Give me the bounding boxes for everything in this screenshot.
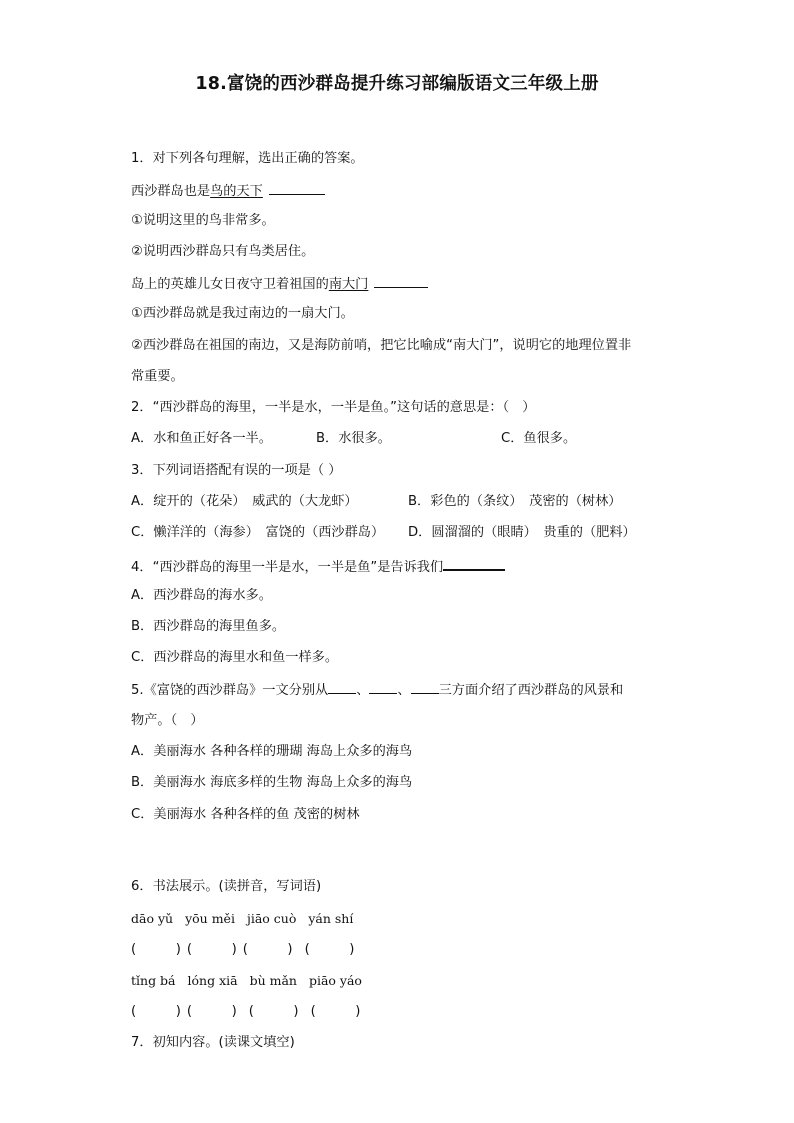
q6-pinyin-8: piāo yáo	[308, 973, 362, 988]
q4-option-c[interactable]: C．西沙群岛的海里水和鱼一样多。	[131, 650, 339, 665]
q5-stem-part-2: 三方面介绍了西沙群岛的风景和	[438, 683, 624, 698]
q6-answer-box-1[interactable]: ( )	[131, 942, 181, 957]
q3-option-a[interactable]: A．绽开的（花朵） 威武的（大龙虾）	[131, 494, 358, 509]
q1-sentence-1	[131, 181, 325, 201]
q6-answer-box-5[interactable]: ( )	[131, 1004, 181, 1019]
q6-pinyin-1: dāo yǔ	[131, 911, 174, 926]
q2-option-c[interactable]: C．鱼很多。	[501, 431, 577, 446]
q6-pinyin-2: yōu měi	[185, 911, 235, 926]
q4-option-a[interactable]: A．西沙群岛的海水多。	[131, 588, 272, 603]
q4-stem: 4．“西沙群岛的海里一半是水，一半是鱼”是告诉我们	[131, 560, 444, 575]
q6-answer-row-2	[131, 1003, 360, 1021]
q6-answer-box-7[interactable]: ( )	[248, 1004, 299, 1019]
q3-stem: 3．下列词语搭配有误的一项是（ ）	[131, 463, 342, 478]
q5-separator-1: 、	[356, 683, 370, 698]
q1-s1-answer-blank[interactable]	[269, 181, 325, 195]
q1-s2-underlined: 南大门	[328, 277, 369, 292]
q1-s2-option-2-line-2: 常重要。	[131, 369, 184, 384]
q4-answer-blank[interactable]	[443, 556, 505, 571]
q1-s1-option-2: ②说明西沙群岛只有鸟类居住。	[131, 244, 315, 259]
q4-stem-line	[131, 556, 505, 577]
q6-pinyin-3: jiāo cuò	[246, 911, 297, 926]
q6-pinyin-4: yán shí	[308, 911, 354, 926]
q5-stem-line-2: 物产。（ ）	[131, 713, 204, 728]
q5-stem-part-1: 5.《富饶的西沙群岛》一文分别从	[131, 683, 329, 698]
q2-option-b[interactable]: B．水很多。	[316, 431, 391, 446]
q6-answer-box-4[interactable]: ( )	[304, 942, 355, 957]
q6-pinyin-7: bù mǎn	[249, 973, 297, 988]
q1-s2-answer-blank[interactable]	[374, 274, 428, 288]
q5-option-c[interactable]: C．美丽海水 各种各样的鱼 茂密的树林	[131, 807, 360, 822]
q1-s1-option-1: ①说明这里的鸟非常多。	[131, 213, 275, 228]
q1-s1-prefix: 西沙群岛也是	[131, 184, 211, 199]
q5-separator-2: 、	[397, 683, 411, 698]
q6-answer-box-8[interactable]: ( )	[310, 1004, 361, 1019]
q6-answer-box-6[interactable]: ( )	[186, 1004, 237, 1019]
q6-answer-box-3[interactable]: ( )	[242, 942, 293, 957]
q4-option-b[interactable]: B．西沙群岛的海里鱼多。	[131, 619, 286, 634]
q6-pinyin-5: tǐng bá	[131, 973, 176, 988]
q5-blank-1[interactable]	[328, 681, 356, 694]
page-title: 18.富饶的西沙群岛提升练习部编版语文三年级上册	[195, 74, 599, 94]
q1-s2-prefix: 岛上的英雄儿女日夜守卫着祖国的	[131, 277, 329, 292]
q1-sentence-2	[131, 274, 428, 294]
q3-option-c[interactable]: C．懒洋洋的（海参） 富饶的（西沙群岛）	[131, 525, 385, 540]
q1-stem: 1．对下列各句理解，选出正确的答案。	[131, 151, 364, 166]
q1-s2-option-1: ①西沙群岛就是我过南边的一扇大门。	[131, 306, 354, 321]
q2-option-a[interactable]: A．水和鱼正好各一半。	[131, 431, 272, 446]
q5-blank-2[interactable]	[369, 681, 397, 694]
q3-option-d[interactable]: D．圆溜溜的（眼睛） 贵重的（肥料）	[408, 525, 636, 540]
q6-stem: 6．书法展示。(读拼音，写词语)	[131, 879, 322, 894]
q6-pinyin-row-1	[131, 910, 353, 928]
q2-stem: 2．“西沙群岛的海里，一半是水，一半是鱼。”这句话的意思是：（ ）	[131, 400, 536, 415]
q7-stem: 7．初知内容。(读课文填空)	[131, 1035, 295, 1050]
q3-option-b[interactable]: B．彩色的（条纹） 茂密的（树林）	[408, 494, 622, 509]
q6-answer-row-1	[131, 941, 354, 959]
q1-s1-underlined: 鸟的天下	[210, 184, 263, 199]
q6-pinyin-row-2	[131, 972, 362, 990]
q5-stem-line-1	[131, 681, 623, 700]
q5-blank-3[interactable]	[411, 681, 439, 694]
q5-option-b[interactable]: B．美丽海水 海底多样的生物 海岛上众多的海鸟	[131, 775, 413, 790]
q1-s2-option-2-line-1: ②西沙群岛在祖国的南边，又是海防前哨，把它比喻成“南大门”，说明它的地理位置非	[131, 338, 632, 353]
q6-answer-box-2[interactable]: ( )	[186, 942, 237, 957]
q5-option-a[interactable]: A．美丽海水 各种各样的珊瑚 海岛上众多的海鸟	[131, 744, 413, 759]
q6-pinyin-6: lóng xiā	[187, 973, 238, 988]
